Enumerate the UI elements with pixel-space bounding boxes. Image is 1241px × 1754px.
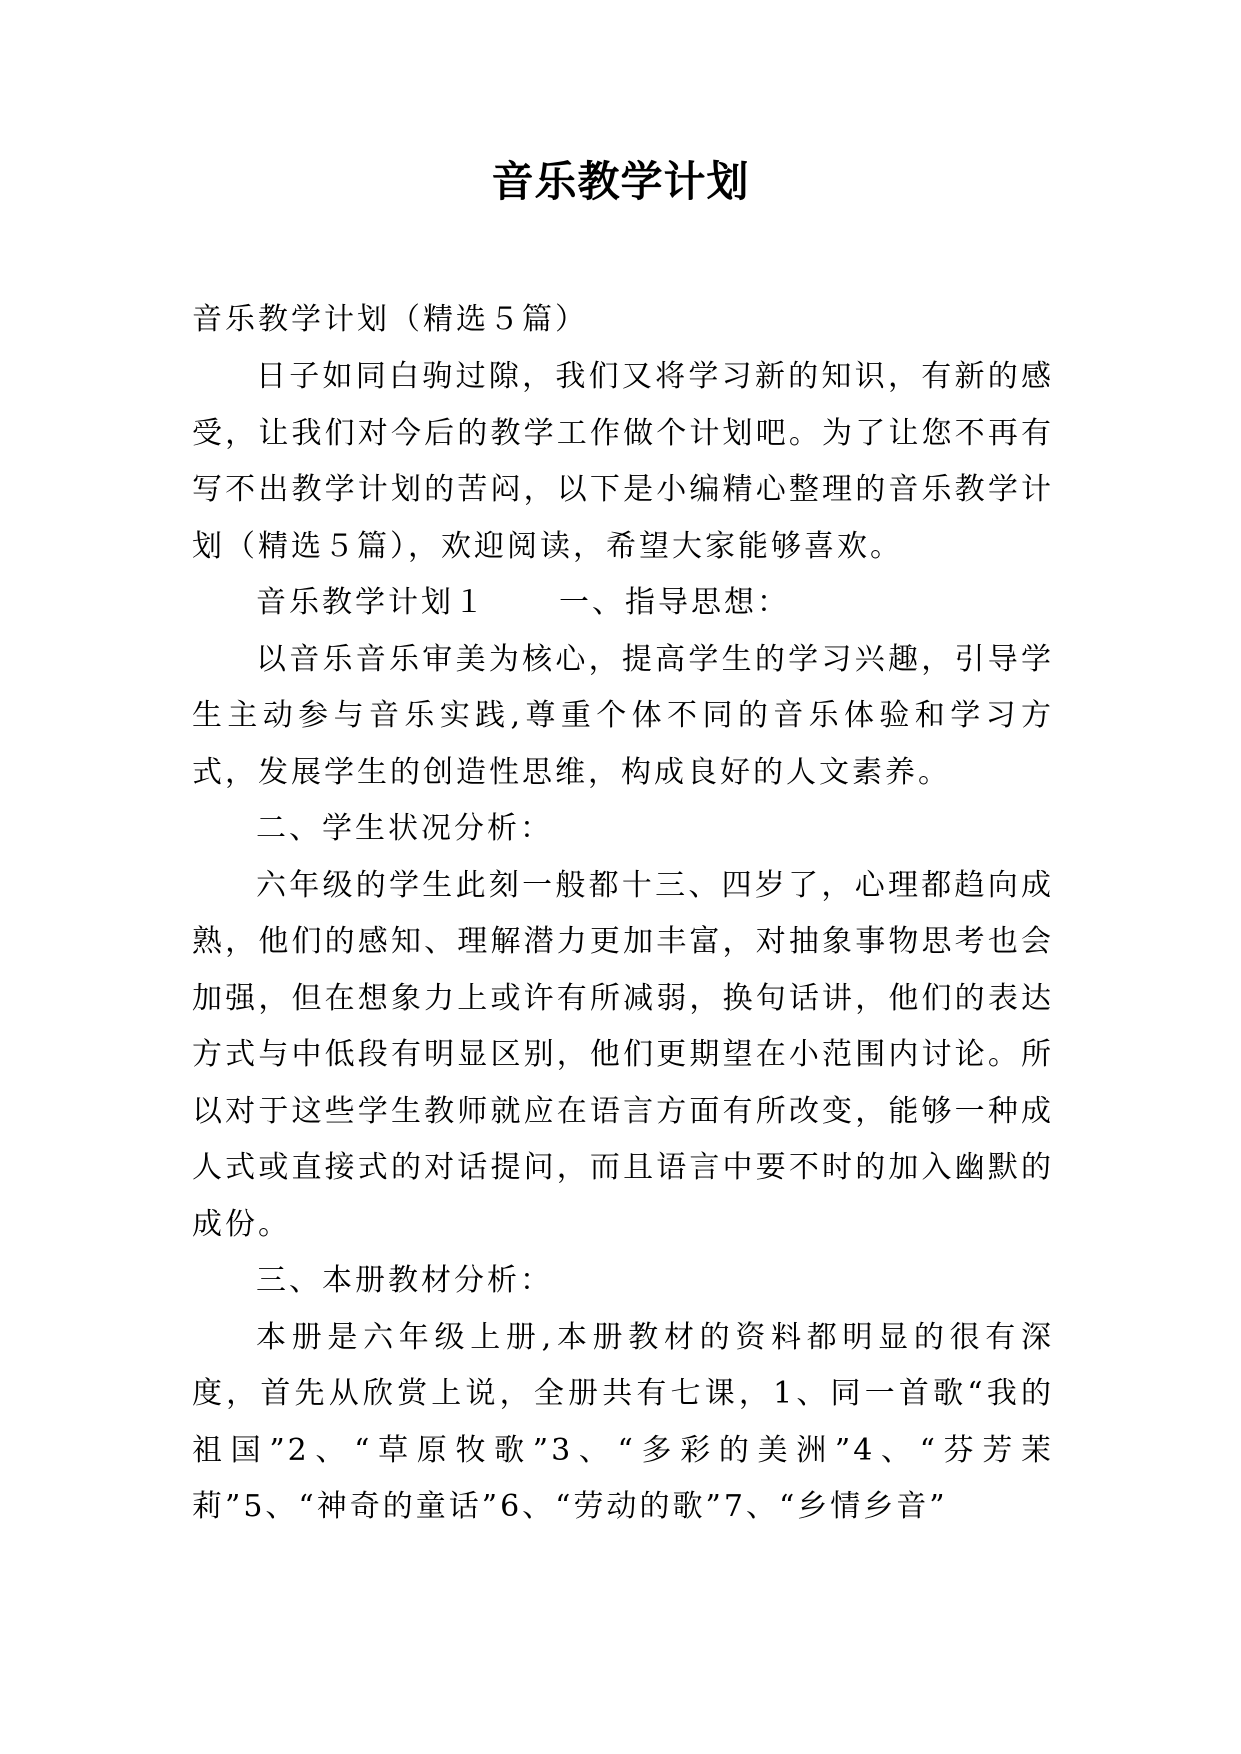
section2-heading: 二、学生状况分析： (256, 811, 553, 846)
document-subtitle: 音乐教学计划（精选５篇） (192, 302, 588, 337)
plan1-label: 音乐教学计划１ (256, 585, 487, 620)
plan1-heading-line (192, 575, 1054, 632)
section2-paragraph: 六年级的学生此刻一般都十三、四岁了，心理都趋向成熟，他们的感知、理解潜力更加丰富，对抽象事物思考也会加强，但在想象力上或许有所减弱，换句话讲，他们的表达方式与中低段有明显区别，他们更期望在小范围内讨论。所以对于这些学生教师就应在语言方面有所改变，能够一种成人式或直接式的对话提问，而且语言中要不时的加入幽默的成份。 (192, 867, 1054, 1242)
section3-paragraph: 本册是六年级上册,本册教材的资料都明显的很有深度，首先从欣赏上说，全册共有七课，1、同一首歌“我的祖国”2、“草原牧歌”3、“多彩的美洲”4、“芬芳茉莉”5、“神奇的童话”6、“劳动的歌”7、“乡情乡音” (192, 1319, 1054, 1524)
intro-paragraph: 日子如同白驹过隙，我们又将学习新的知识，有新的感受，让我们对今后的教学工作做个计划吧。为了让您不再有写不出教学计划的苦闷，以下是小编精心整理的音乐教学计划（精选５篇），欢迎阅读，希望大家能够喜欢。 (192, 359, 1054, 564)
section3-heading: 三、本册教材分析： (256, 1263, 553, 1298)
section1-paragraph: 以音乐音乐审美为核心，提高学生的学习兴趣，引导学生主动参与音乐实践,尊重个体不同的音乐体验和学习方式，发展学生的创造性思维，构成良好的人文素养。 (192, 641, 1054, 790)
document-title: 音乐教学计划 (491, 157, 750, 206)
document-body (192, 349, 1054, 1536)
section1-heading: 一、指导思想： (559, 585, 790, 620)
